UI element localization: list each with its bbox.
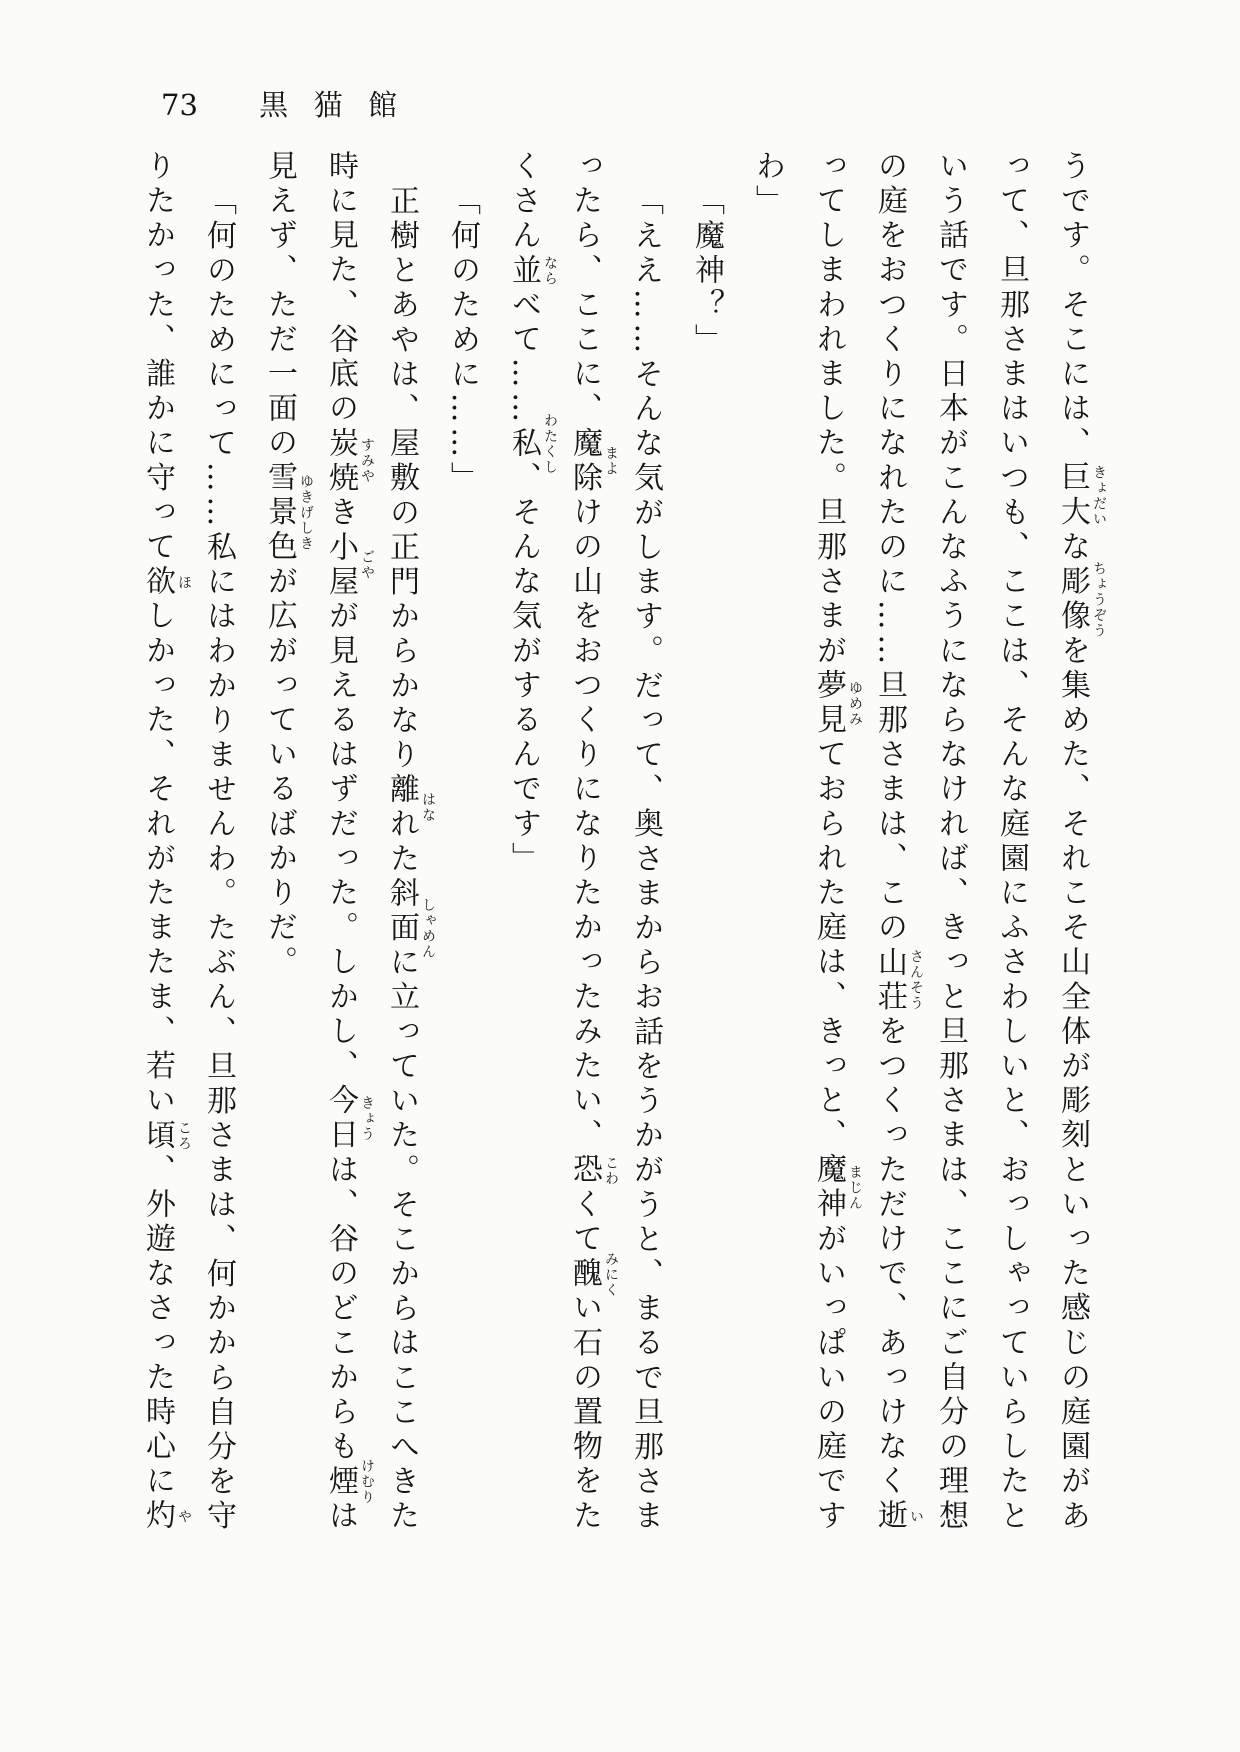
ruby-base: 小屋 ごや — [323, 530, 375, 600]
furigana: みにく — [603, 1251, 619, 1298]
text-column-3: いう話です。日本がこんなふうにならなければ、きっと旦那さまは、ここにご自分の理想 — [933, 150, 968, 1534]
ruby-base: 離 はな — [384, 773, 419, 808]
ruby-base: 頃 ころ — [140, 1118, 192, 1154]
furigana: まじん — [847, 1164, 863, 1212]
book-title: 黒猫館 — [259, 88, 423, 122]
furigana: なら — [542, 255, 558, 287]
text-column-15: 「何のためにって……私にはわかりませんわ。たぶん、旦那さまは、何かから自分を守 — [201, 184, 236, 1534]
furigana: ころ — [176, 1120, 192, 1152]
ruby-base: 灼 や — [140, 1499, 192, 1535]
furigana: い — [908, 1508, 924, 1525]
text-column-8: 「ええ……そんな気がします。だって、奥さまからお話をうかがうと、まるで旦那さま — [628, 184, 663, 1534]
text-column-12: 正樹とあやは、屋敷の正門からかなり離 はな れた斜面 しゃめん に立っていた。そこからはここへきた — [384, 184, 436, 1535]
furigana: ほ — [176, 574, 192, 591]
ruby-base: 巨大 きょだい — [1055, 461, 1107, 531]
text-column-2: って、旦那さまはいつも、ここは、そんな庭園にふさわしいと、おっしゃっていらしたと — [994, 150, 1029, 1534]
furigana: ゆきげしき — [298, 474, 314, 553]
furigana: しゃめん — [420, 897, 436, 960]
furigana: はな — [420, 791, 436, 823]
ruby-base: 彫像 ちょうぞう — [1055, 561, 1107, 639]
text-column-14: 見えず、ただ一面の雪景色 ゆきげしき が広がっているばかりだ。 — [262, 150, 314, 981]
ruby-base: 恐 こわ — [567, 1153, 619, 1189]
ruby-base: 私 わたくし — [506, 413, 558, 476]
ruby-base: 今日 きょう — [323, 1084, 375, 1154]
ruby-base: 逝 い — [872, 1499, 924, 1535]
text-column-6: わ」 — [750, 150, 785, 220]
ruby-base: 欲 ほ — [140, 565, 192, 600]
furigana: けむり — [359, 1458, 375, 1506]
ruby-base: 炭焼 すみや — [323, 426, 375, 497]
furigana: こわ — [603, 1155, 619, 1187]
ruby-base: 斜面 しゃめん — [384, 877, 419, 946]
furigana: さんそう — [908, 949, 924, 1012]
text-column-7: 「魔神？」 — [689, 184, 724, 358]
text-column-4: の庭をおつくりになれたのに……旦那さまは、この山荘 さんそう をつくっただけで、あっけなく逝 い — [872, 150, 924, 1535]
furigana: きょう — [359, 1095, 375, 1143]
furigana: わたくし — [542, 413, 558, 476]
text-column-16: りたかった、誰かに守って欲 ほ しかった、それがたまたま、若い頃 ころ 、外遊なさった時心に灼 や — [140, 150, 192, 1535]
ruby-base: 煙 けむり — [323, 1458, 375, 1506]
text-column-1: うです。そこには、巨大 きょだい な彫像 ちょうぞう を集めた、それこそ山全体が彫刻といった感じの庭園があ — [1055, 150, 1107, 1535]
furigana: すみや — [359, 438, 375, 485]
ruby-base: 雪景色 ゆきげしき — [262, 461, 314, 566]
page-header — [161, 83, 423, 124]
text-column-10: くさん並 なら べて……私 わたくし 、そんな気がするんです」 — [506, 150, 558, 877]
furigana: きょだい — [1091, 465, 1107, 527]
page-number: 73 — [161, 88, 198, 122]
text-column-9: ったら、ここに、魔除 まよ けの山をおつくりになりたかったみたい、恐 こわ くて醜 みにく い石の置物をた — [567, 150, 619, 1535]
furigana: や — [176, 1508, 192, 1525]
text-column-13: 時に見た、谷底の炭焼 すみや き小屋 ごや が見えるはずだった。しかし、今日 きょう は、谷のどこからも煙 けむり は — [323, 150, 375, 1535]
furigana: ちょうぞう — [1091, 561, 1107, 639]
ruby-base: 並 なら — [506, 253, 558, 289]
furigana: まよ — [603, 445, 619, 477]
furigana: ごや — [359, 549, 375, 581]
ruby-base: 山荘 さんそう — [872, 945, 924, 1016]
main-text — [127, 150, 1107, 1580]
furigana: ゆめみ — [847, 680, 863, 727]
ruby-base: 夢見 ゆめみ — [811, 669, 863, 739]
ruby-base: 魔神 まじん — [811, 1153, 863, 1223]
ruby-base: 醜 みにく — [567, 1251, 619, 1298]
text-column-5: ってしまわれました。旦那さまが夢見 ゆめみ ておられた庭は、きっと、魔神 まじん がいっぱいの庭です — [811, 150, 863, 1535]
ruby-base: 魔除 まよ — [567, 426, 619, 497]
text-column-11: 「何のために……」 — [445, 184, 480, 496]
